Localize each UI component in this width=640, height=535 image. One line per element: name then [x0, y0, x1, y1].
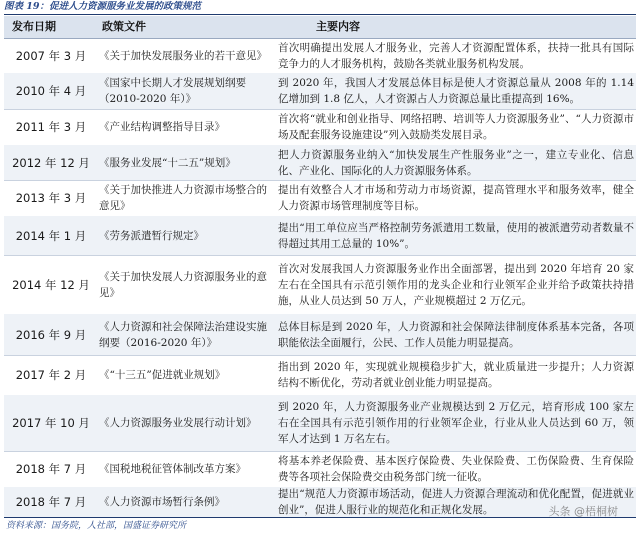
- cell-policy: [99, 145, 277, 180]
- watermark: 头条 @梧桐树: [548, 505, 618, 518]
- policy-text: 《关于加快发展人力资源服务业的意见》: [99, 270, 267, 299]
- policy-text: 《人力资源和社会保障法治建设实施纲要（2016-2020 年）》: [99, 320, 267, 349]
- top-rule: [4, 14, 636, 15]
- cell-policy: [99, 487, 277, 517]
- content-text: 到 2020 年，我国人才发展总体目标是使人才资源总量从 2008 年的 1.14 亿增加到 1.8 亿人，人才资源占人力资源总量比重提高到 16%。: [278, 77, 634, 105]
- figure-caption: 图表 19：促进人力资源服务业发展的政策规范: [4, 1, 202, 12]
- cell-content: [278, 73, 634, 109]
- header-content: 主要内容: [316, 20, 360, 33]
- policy-text: 《人力资源服务业发展行动计划》: [99, 417, 257, 429]
- bottom-rule: [4, 517, 636, 518]
- content-text: 将基本养老保险费、基本医疗保险费、失业保险费、工伤保险费、生育保险费等各项社会保险费交由税务部门统一征收。: [278, 455, 634, 483]
- policy-text: 《服务业发展“十二五”规划》: [99, 156, 236, 169]
- content-text: 首次对发展我国人力资源服务业作出全面部署，提出到 2020 年培育 20 家左右在全国具有示范引领作用的龙头企业和行业领军企业并给予政策扶持措施，从业人员达到 50 万人，产业规模超过 2 万亿元。: [278, 262, 634, 307]
- cell-date: 2012 年 12 月: [12, 155, 90, 170]
- policy-text: 《产业结构调整指导目录》: [99, 121, 225, 133]
- cell-date: 2016 年 9 月: [15, 327, 87, 342]
- table-row: [4, 73, 636, 110]
- table-row: [4, 451, 636, 488]
- table-header: [4, 16, 636, 39]
- cell-content: [278, 355, 634, 395]
- cell-date: 2007 年 3 月: [15, 48, 87, 63]
- policy-text: 《劳务派遣暂行规定》: [99, 229, 204, 242]
- table-row: [4, 145, 636, 181]
- table-row: [4, 38, 636, 74]
- cell-content: [278, 109, 634, 145]
- cell-date: 2017 年 2 月: [15, 368, 87, 382]
- content-text: 首次明确提出发展人才服务业，完善人才资源配置体系，扶持一批具有国际竞争力的人才服务机构，鼓励各类就业服务机构发展。: [278, 41, 634, 70]
- table-row: [4, 180, 636, 217]
- cell-policy: [99, 38, 277, 73]
- cell-policy: [99, 451, 277, 487]
- cell-policy: [99, 109, 277, 145]
- cell-date: 2018 年 7 月: [15, 462, 87, 476]
- table-row: [4, 487, 636, 518]
- content-text: 首次将“就业和创业指导、网络招聘、培训等人力资源服务业”、“人力资源市场及配套服务设施建设”列入鼓励类发展目录。: [278, 113, 634, 141]
- policy-text: 《国家中长期人才发展规划纲要（2010-2020 年）》: [99, 77, 246, 105]
- content-text: 指出到 2020 年，实现就业规模稳步扩大，就业质量进一步提升；人力资源结构不断优化，劳动者就业创业能力明显提高。: [278, 361, 634, 389]
- table-row: [4, 255, 636, 315]
- policy-text: 《人力资源市场暂行条例》: [99, 496, 225, 508]
- cell-date: 2014 年 1 月: [15, 228, 87, 243]
- cell-policy: [99, 255, 277, 314]
- cell-policy: [99, 216, 277, 255]
- content-text: 提出有效整合人才市场和劳动力市场资源，提高管理水平和服务效率，健全人力资源市场管理制度等目标。: [278, 184, 634, 212]
- header-date: 发布日期: [12, 20, 56, 33]
- content-text: 把人力资源服务业纳入“加快发展生产性服务业”之一，建立专业化、信息化、产业化、国际化的人力资源服务体系。: [278, 148, 634, 177]
- cell-content: [278, 314, 634, 355]
- policy-text: 《关于加快发展服务业的若干意见》: [99, 49, 267, 62]
- cell-policy: [99, 395, 277, 451]
- cell-content: [278, 38, 634, 73]
- policy-text: 《“十三五”促进就业规划》: [99, 369, 226, 381]
- source-note: 资料来源：国务院，人社部，国盛证券研究所: [6, 521, 187, 531]
- content-text: 到 2020 年，人力资源服务业产业规模达到 2 万亿元，培育形成 100 家左右在全国具有示范引领作用的行业领军企业，行业从业人员达到 60 万，领军人才达到 1 万名左右。: [278, 401, 634, 445]
- table-row: [4, 109, 636, 146]
- table-row: [4, 355, 636, 396]
- table-row: [4, 216, 636, 256]
- cell-content: [278, 255, 634, 314]
- content-text: 总体目标是到 2020 年，人力资源和社会保障法律制度体系基本完备，各项职能依法全面履行，公民、工作人员能力明显提高。: [278, 320, 634, 349]
- cell-date: 2014 年 12 月: [12, 277, 90, 292]
- policy-text: 《国税地税征管体制改革方案》: [99, 463, 246, 475]
- table-row: [4, 314, 636, 356]
- cell-policy: [99, 355, 277, 395]
- cell-content: [278, 216, 634, 255]
- content-text: 提出“规范人力资源市场活动，促进人力资源合理流动和优化配置，促进就业创业”，促进人服行业的规范化和正规化发展。: [278, 488, 634, 516]
- cell-content: [278, 180, 634, 216]
- cell-policy: [99, 314, 277, 355]
- header-policy: 政策文件: [102, 20, 146, 33]
- cell-content: [278, 451, 634, 487]
- cell-date: 2010 年 4 月: [15, 84, 87, 98]
- cell-date: 2017 年 10 月: [12, 416, 90, 430]
- cell-date: 2013 年 3 月: [15, 191, 87, 205]
- table-row: [4, 395, 636, 452]
- cell-date: 2011 年 3 月: [15, 120, 87, 134]
- cell-date: 2018 年 7 月: [15, 495, 87, 509]
- policy-text: 《关于加快推进人力资源市场整合的意见》: [99, 184, 267, 212]
- cell-policy: [99, 73, 277, 109]
- cell-content: [278, 395, 634, 451]
- cell-content: [278, 145, 634, 180]
- cell-policy: [99, 180, 277, 216]
- content-text: 提出“用工单位应当严格控制劳务派遣用工数量，使用的被派遣劳动者数量不得超过其用工总量的 10%”。: [278, 221, 634, 250]
